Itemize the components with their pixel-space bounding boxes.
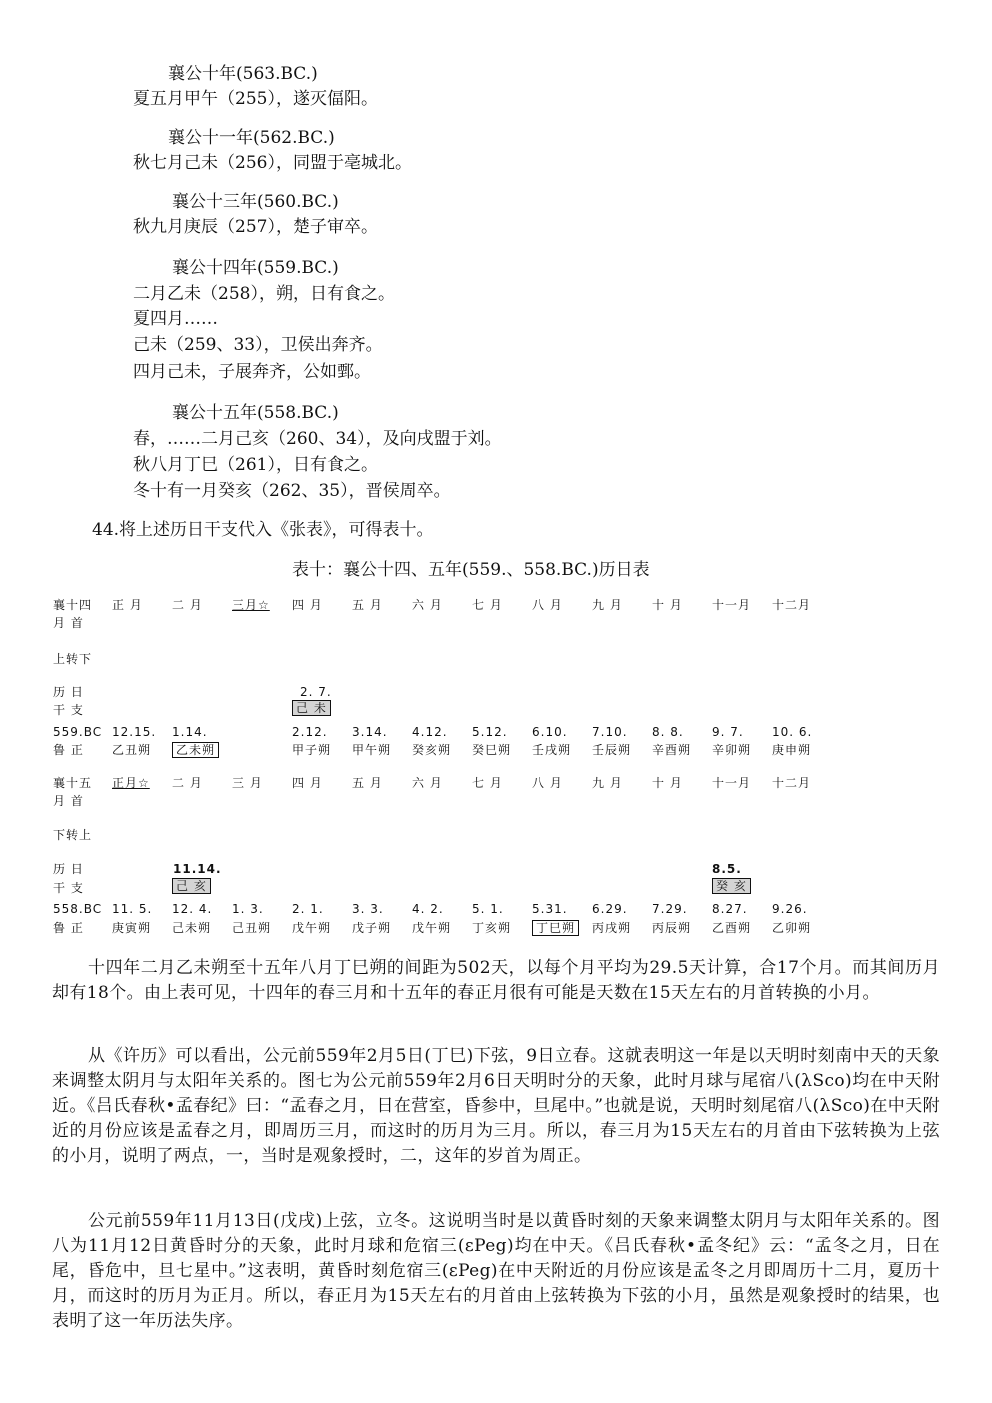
li-ganzhi: 癸 亥 [712,879,751,893]
shuo-cell: 戊午朔 [292,921,332,935]
entry-heading: 襄公十一年(562.BC.) [168,128,335,148]
body-paragraph: 从《许历》可以看出，公元前559年2月5日(丁巳)下弦，9日立春。这就表明这一年是以天明时刻南中天的天象来调整太阴月与太阳年关系的。图七为公元前559年2月6日天明时分的天象，此时月球与尾宿八(λSco)均在中天附近。《吕氏春秋•孟春纪》曰：“孟春之月，日在营室，昏参中，旦尾中。”也就是说，天明时刻尾宿八(λSco)在中天附近的月份应该是孟春之月，即周历三月，而这时的历月为三月。所以，春三月为15天左右的月首由下弦转换为上弦的小月，说明了两点，一，当时是观象授时，二，这年的岁首为周正。 [52,1046,940,1166]
month-header: 九 月 [592,776,623,790]
shuo-cell: 癸巳朔 [472,743,512,757]
section-line: 44.将上述历日干支代入《张表》，可得表十。 [92,520,434,540]
month-header: 十一月 [712,776,752,790]
li-date: 8.5. [712,862,742,876]
month-header: 二 月 [172,776,203,790]
row-label: 鲁 正 [53,921,84,935]
entry-heading: 襄公十四年(559.BC.) [172,258,339,278]
row-label: 襄十五 [53,776,93,790]
month-header: 六 月 [412,598,443,612]
month-header: 三月☆ [232,598,270,612]
entry-line: 秋七月己未（256），同盟于亳城北。 [133,153,412,173]
shuo-cell: 丙辰朔 [652,921,692,935]
row-label: 襄十四 [53,598,93,612]
entry-line: 己未（259、33），卫侯出奔齐。 [133,335,383,355]
date-cell: 12. 4. [172,902,213,916]
date-cell: 7.29. [652,902,688,916]
li-ganzhi: 己 亥 [172,879,211,893]
transition-label: 上转下 [53,652,93,666]
date-cell: 8.27. [712,902,748,916]
entry-line: 夏四月…… [133,309,218,329]
entry-heading: 襄公十五年(558.BC.) [172,403,339,423]
month-header: 正月☆ [112,776,150,790]
month-header: 十 月 [652,598,683,612]
date-cell: 2.12. [292,725,328,739]
row-label: 559.BC [53,725,103,739]
shuo-cell: 庚寅朔 [112,921,152,935]
month-header: 三 月 [232,776,263,790]
li-ganzhi: 己 未 [292,701,331,715]
shuo-cell: 乙丑朔 [112,743,152,757]
month-header: 二 月 [172,598,203,612]
date-cell: 5. 1. [472,902,504,916]
date-cell: 2. 1. [292,902,324,916]
row-label: 鲁 正 [53,743,84,757]
date-cell: 1. 3. [232,902,264,916]
entry-line: 秋九月庚辰（257），楚子审卒。 [133,217,378,237]
month-header: 五 月 [352,598,383,612]
date-cell: 3.14. [352,725,388,739]
month-header: 十 月 [652,776,683,790]
month-header: 八 月 [532,776,563,790]
date-cell: 9. 7. [712,725,744,739]
shuo-cell: 辛卯朔 [712,743,752,757]
shuo-cell: 己丑朔 [232,921,272,935]
month-header: 九 月 [592,598,623,612]
entry-line: 秋八月丁巳（261），日有食之。 [133,455,378,475]
entry-heading: 襄公十年(563.BC.) [168,64,318,84]
month-header: 六 月 [412,776,443,790]
month-header: 五 月 [352,776,383,790]
month-header: 十二月 [772,776,812,790]
shuo-cell: 乙酉朔 [712,921,752,935]
date-cell: 8. 8. [652,725,684,739]
date-cell: 1.14. [172,725,208,739]
shuo-cell: 甲午朔 [352,743,392,757]
shuo-cell: 己未朔 [172,921,212,935]
row-label: 历 日 [53,685,84,699]
shuo-cell: 甲子朔 [292,743,332,757]
shuo-cell: 丙戌朔 [592,921,632,935]
month-header: 四 月 [292,598,323,612]
shuo-cell: 戊子朔 [352,921,392,935]
entry-heading: 襄公十三年(560.BC.) [172,192,339,212]
date-cell: 4. 2. [412,902,444,916]
shuo-cell: 丁巳朔 [532,921,579,935]
date-cell: 3. 3. [352,902,384,916]
row-label: 月 首 [53,794,84,808]
body-paragraph: 十四年二月乙未朔至十五年八月丁巳朔的间距为502天，以每个月平均为29.5天计算，合17个月。而其间历月却有18个。由上表可见，十四年的春三月和十五年的春正月很有可能是天数在15天左右的月首转换的小月。 [52,958,940,1003]
date-cell: 9.26. [772,902,808,916]
transition-label: 下转上 [53,828,93,842]
shuo-cell: 丁亥朔 [472,921,512,935]
date-cell: 6.29. [592,902,628,916]
row-label: 干 支 [53,703,84,717]
shuo-cell: 乙卯朔 [772,921,812,935]
entry-line: 二月乙未（258），朔，日有食之。 [133,284,395,304]
shuo-cell: 乙未朔 [172,743,219,757]
date-cell: 7.10. [592,725,628,739]
body-paragraph: 公元前559年11月13日(戊戌)上弦，立冬。这说明当时是以黄昏时刻的天象来调整太阴月与太阳年关系的。图八为11月12日黄昏时分的天象，此时月球和危宿三(εPeg)均在中天。《吕氏春秋•孟冬纪》云：“孟冬之月，日在尾，昏危中，旦七星中。”这表明，黄昏时刻危宿三(εPeg)在中天附近的月份应该是孟冬之月即周历十二月，夏历十月，而这时的历月为正月。所以，春正月为15天左右的月首由上弦转换为下弦的小月，虽然是观象授时的结果，也表明了这一年历法失序。 [52,1211,940,1331]
shuo-cell: 戊午朔 [412,921,452,935]
date-cell: 4.12. [412,725,448,739]
shuo-cell: 壬戌朔 [532,743,572,757]
shuo-cell: 壬辰朔 [592,743,632,757]
month-header: 四 月 [292,776,323,790]
date-cell: 5.12. [472,725,508,739]
date-cell: 11. 5. [112,902,153,916]
row-label: 558.BC [53,902,103,916]
li-date: 2. 7. [300,685,332,699]
shuo-cell: 癸亥朔 [412,743,452,757]
entry-line: 春，……二月己亥（260、34），及向戌盟于刘。 [133,429,502,449]
month-header: 十二月 [772,598,812,612]
month-header: 正 月 [112,598,143,612]
month-header: 七 月 [472,776,503,790]
date-cell: 5.31. [532,902,568,916]
month-header: 八 月 [532,598,563,612]
row-label: 历 日 [53,862,84,876]
shuo-cell: 辛酉朔 [652,743,692,757]
shuo-cell: 庚申朔 [772,743,812,757]
entry-line: 四月己未，子展奔齐，公如鄄。 [133,362,371,382]
date-cell: 12.15. [112,725,157,739]
date-cell: 10. 6. [772,725,813,739]
month-header: 七 月 [472,598,503,612]
row-label: 干 支 [53,881,84,895]
table-caption: 表十：襄公十四、五年(559.、558.BC.)历日表 [292,560,650,580]
row-label: 月 首 [53,616,84,630]
entry-line: 冬十有一月癸亥（262、35），晋侯周卒。 [133,481,451,501]
entry-line: 夏五月甲午（255），遂灭偪阳。 [133,89,378,109]
li-date: 11.14. [173,862,222,876]
month-header: 十一月 [712,598,752,612]
date-cell: 6.10. [532,725,568,739]
